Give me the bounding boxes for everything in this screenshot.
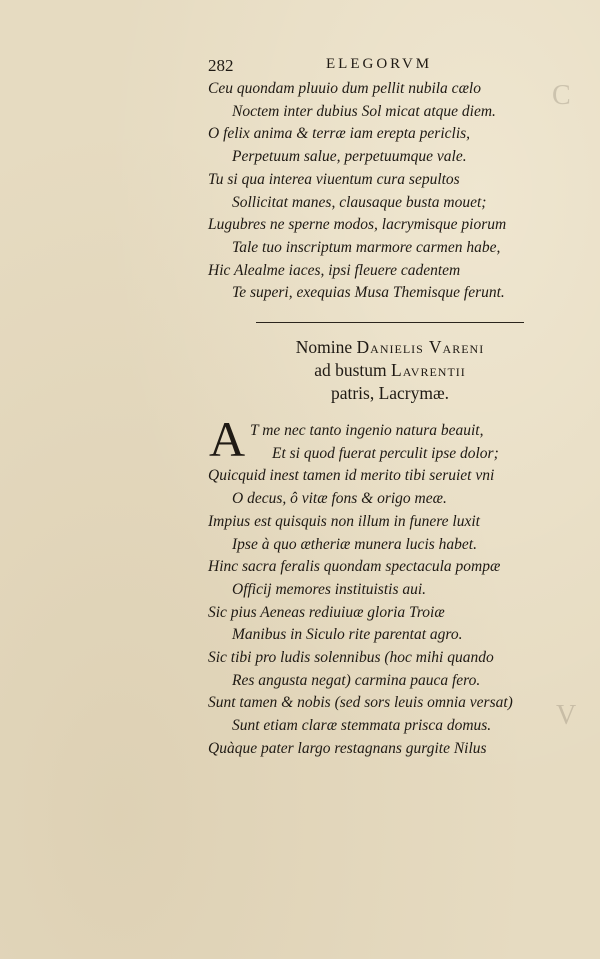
- title-name: Lavrentii: [391, 360, 466, 380]
- verse-line: O felix anima & terræ iam erepta periclis,: [208, 125, 471, 143]
- verse-line: Ceu quondam pluuio dum pellit nubila cælo: [208, 80, 481, 97]
- verse-line: Quàque pater largo restagnans gurgite Nilus: [208, 739, 487, 757]
- verse-line: Sollicitat manes, clausaque busta mouet;: [232, 193, 487, 211]
- verse-line: Manibus in Siculo rite parentat agro.: [232, 626, 463, 644]
- verse-line: Quicquid inest tamen id merito tibi seruiet vni: [208, 467, 495, 485]
- running-head: ELEGORVM: [326, 56, 433, 72]
- bleed-through-mark: V: [556, 700, 577, 731]
- verse-line: Te superi, exequias Musa Themisque ferunt.: [232, 284, 505, 302]
- page-number: 282: [208, 56, 234, 75]
- verse-line: T me nec tanto ingenio natura beauit,: [250, 422, 484, 439]
- verse-line: Et si quod fuerat perculit ipse dolor;: [272, 444, 499, 462]
- poem-title: [230, 336, 550, 405]
- verse-line: Hic Alealme iaces, ipsi fleuere cadentem: [208, 261, 461, 279]
- verse-line: Sic pius Aeneas rediuiuæ gloria Troiæ: [208, 603, 445, 621]
- title-prefix: Nomine: [295, 337, 357, 357]
- title-line-3: patris, Lacrymæ.: [330, 383, 450, 403]
- verse-line: Sunt etiam claræ stemmata prisca domus.: [232, 717, 492, 735]
- drop-cap: A: [209, 411, 246, 467]
- verse-line: Perpetuum salue, perpetuumque vale.: [232, 148, 467, 166]
- title-line-2: [230, 359, 550, 382]
- title-prefix: ad bustum: [314, 360, 391, 380]
- verse-line: Tu si qua interea viuentum cura sepultos: [208, 170, 460, 188]
- verse-line: Res angusta negat) carmina pauca fero.: [232, 671, 481, 689]
- verse-line: Hinc sacra feralis quondam spectacula pompæ: [208, 558, 501, 576]
- title-line-1: [230, 336, 550, 359]
- verse-block-top: [208, 78, 548, 305]
- verse-line: Officij memores instituistis aui.: [232, 580, 427, 598]
- verse-line: Noctem inter dubius Sol micat atque diem.: [232, 102, 496, 120]
- section-divider: [256, 322, 524, 323]
- verse-line: Ipse à quo ætheriæ munera lucis habet.: [232, 535, 477, 553]
- verse-line: Lugubres ne sperne modos, lacrymisque piorum: [208, 216, 507, 234]
- verse-line: Tale tuo inscriptum marmore carmen habe,: [232, 238, 501, 256]
- verse-line: Sic tibi pro ludis solennibus (hoc mihi quando: [208, 649, 494, 667]
- verse-line: Impius est quisquis non illum in funere luxit: [208, 512, 480, 530]
- title-name: Danielis Vareni: [356, 337, 485, 357]
- page-header: [208, 56, 528, 78]
- bleed-through-mark: C: [552, 80, 571, 111]
- verse-line: Sunt tamen & nobis (sed sors leuis omnia versat): [208, 694, 513, 712]
- verse-line: O decus, ô vitæ fons & origo meæ.: [232, 490, 447, 508]
- verse-block-bottom: [208, 420, 548, 761]
